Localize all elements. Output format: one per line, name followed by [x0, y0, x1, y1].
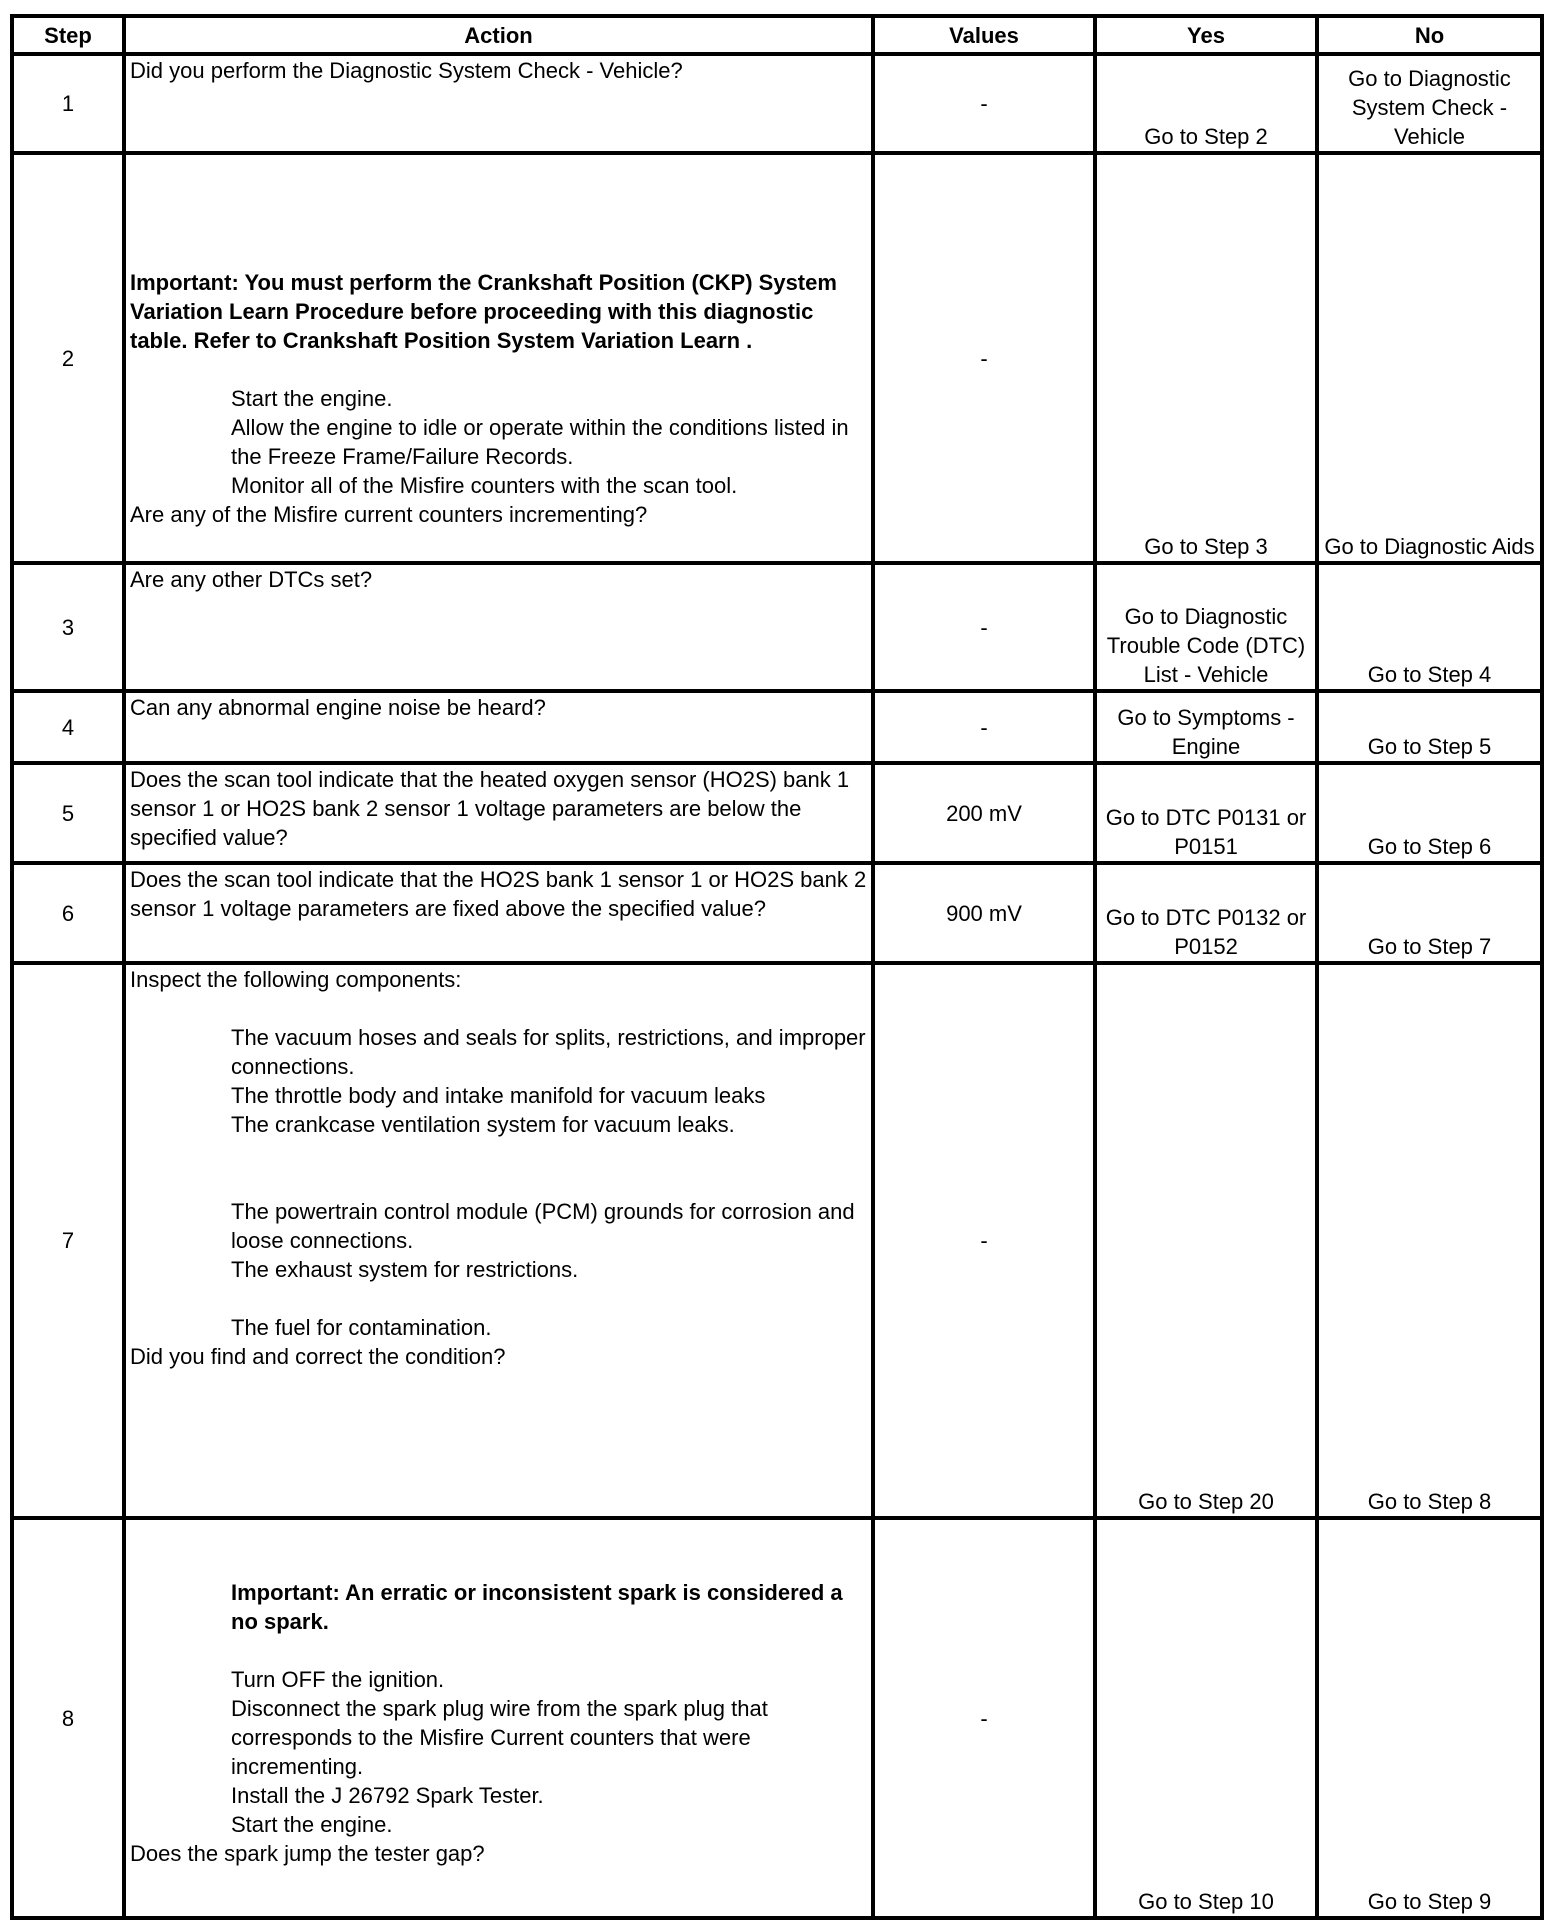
values-cell: -: [873, 54, 1095, 153]
step-number: 5: [12, 763, 124, 863]
action-cell: [124, 54, 873, 153]
no-cell: Go to Step 8: [1317, 963, 1542, 1518]
no-cell: Go to Step 5: [1317, 691, 1542, 763]
values-cell: -: [873, 563, 1095, 691]
yes-cell: Go to Step 2: [1095, 54, 1317, 153]
inspection-item: The powertrain control module (PCM) grounds for corrosion and loose connections.: [231, 1199, 855, 1253]
procedure-step: Allow the engine to idle or operate within the conditions listed in the Freeze Frame/Failure Records.: [231, 415, 849, 469]
no-cell: Go to Step 6: [1317, 763, 1542, 863]
step-number: 6: [12, 863, 124, 963]
table-row: [12, 1518, 1542, 1918]
procedure-step: Install the J 26792 Spark Tester.: [231, 1783, 544, 1808]
header-yes: Yes: [1095, 16, 1317, 54]
header-no: No: [1317, 16, 1542, 54]
action-cell: [124, 863, 873, 963]
no-cell: Go to Diagnostic Aids: [1317, 153, 1542, 563]
inspection-group: [130, 1197, 867, 1284]
header-step: Step: [12, 16, 124, 54]
important-note: Important: You must perform the Crankshaft Position (CKP) System Variation Learn Procedure before proceeding with this diagnostic table. Refer to Crankshaft Position System Variation Learn .: [130, 270, 837, 353]
action-question: Does the spark jump the tester gap?: [130, 1841, 485, 1866]
action-cell: [124, 1518, 873, 1918]
yes-cell: Go to Step 20: [1095, 963, 1317, 1518]
action-cell: [124, 691, 873, 763]
step-number: 3: [12, 563, 124, 691]
values-cell: -: [873, 691, 1095, 763]
inspection-item: The throttle body and intake manifold for vacuum leaks: [231, 1083, 766, 1108]
procedure-step: Turn OFF the ignition.: [231, 1667, 445, 1692]
procedure-steps: [130, 1665, 867, 1839]
no-cell: Go to Diagnostic System Check - Vehicle: [1317, 54, 1542, 153]
yes-cell: Go to Symptoms - Engine: [1095, 691, 1317, 763]
yes-cell: Go to DTC P0131 or P0151: [1095, 763, 1317, 863]
yes-cell: Go to Step 10: [1095, 1518, 1317, 1918]
step-number: 2: [12, 153, 124, 563]
procedure-step: Monitor all of the Misfire counters with the scan tool.: [231, 473, 738, 498]
table-row: [12, 691, 1542, 763]
action-cell: [124, 763, 873, 863]
no-cell: Go to Step 9: [1317, 1518, 1542, 1918]
table-row: [12, 963, 1542, 1518]
action-cell: [124, 963, 873, 1518]
action-question: Can any abnormal engine noise be heard?: [130, 695, 546, 720]
table-row: [12, 563, 1542, 691]
step-number: 7: [12, 963, 124, 1518]
procedure-steps: [130, 384, 867, 500]
important-note: Important: An erratic or inconsistent spark is considered a no spark.: [231, 1580, 843, 1634]
values-cell: 200 mV: [873, 763, 1095, 863]
header-values: Values: [873, 16, 1095, 54]
table-row: [12, 863, 1542, 963]
inspection-group: [130, 1023, 867, 1139]
no-cell: Go to Step 4: [1317, 563, 1542, 691]
no-cell: Go to Step 7: [1317, 863, 1542, 963]
action-question: Does the scan tool indicate that the heated oxygen sensor (HO2S) bank 1 sensor 1 or HO2S bank 2 sensor 1 voltage parameters are below the specified value?: [130, 767, 850, 850]
action-question: Did you find and correct the condition?: [130, 1344, 506, 1369]
yes-cell: Go to Diagnostic Trouble Code (DTC) List - Vehicle: [1095, 563, 1317, 691]
action-cell: [124, 153, 873, 563]
inspection-intro: Inspect the following components:: [130, 967, 462, 992]
procedure-step: Disconnect the spark plug wire from the spark plug that corresponds to the Misfire Current counters that were incrementing.: [231, 1696, 768, 1779]
table-row: [12, 54, 1542, 153]
table-row: [12, 153, 1542, 563]
inspection-item: The exhaust system for restrictions.: [231, 1257, 579, 1282]
values-cell: -: [873, 1518, 1095, 1918]
diagnostic-table: [10, 14, 1544, 1920]
step-number: 4: [12, 691, 124, 763]
yes-cell: Go to Step 3: [1095, 153, 1317, 563]
action-question: Does the scan tool indicate that the HO2S bank 1 sensor 1 or HO2S bank 2 sensor 1 voltage parameters are fixed above the specified value?: [130, 867, 867, 921]
procedure-step: Start the engine.: [231, 386, 393, 411]
values-cell: -: [873, 963, 1095, 1518]
values-cell: 900 mV: [873, 863, 1095, 963]
procedure-step: Start the engine.: [231, 1812, 393, 1837]
values-cell: -: [873, 153, 1095, 563]
inspection-item: The vacuum hoses and seals for splits, restrictions, and improper connections.: [231, 1025, 866, 1079]
action-question: Did you perform the Diagnostic System Check - Vehicle?: [130, 58, 683, 83]
inspection-item: The fuel for contamination.: [231, 1315, 492, 1340]
table-row: [12, 763, 1542, 863]
action-question: Are any of the Misfire current counters incrementing?: [130, 502, 648, 527]
header-row: [12, 16, 1542, 54]
action-cell: [124, 563, 873, 691]
step-number: 8: [12, 1518, 124, 1918]
inspection-item: The crankcase ventilation system for vacuum leaks.: [231, 1112, 735, 1137]
header-action: Action: [124, 16, 873, 54]
action-question: Are any other DTCs set?: [130, 567, 373, 592]
yes-cell: Go to DTC P0132 or P0152: [1095, 863, 1317, 963]
step-number: 1: [12, 54, 124, 153]
